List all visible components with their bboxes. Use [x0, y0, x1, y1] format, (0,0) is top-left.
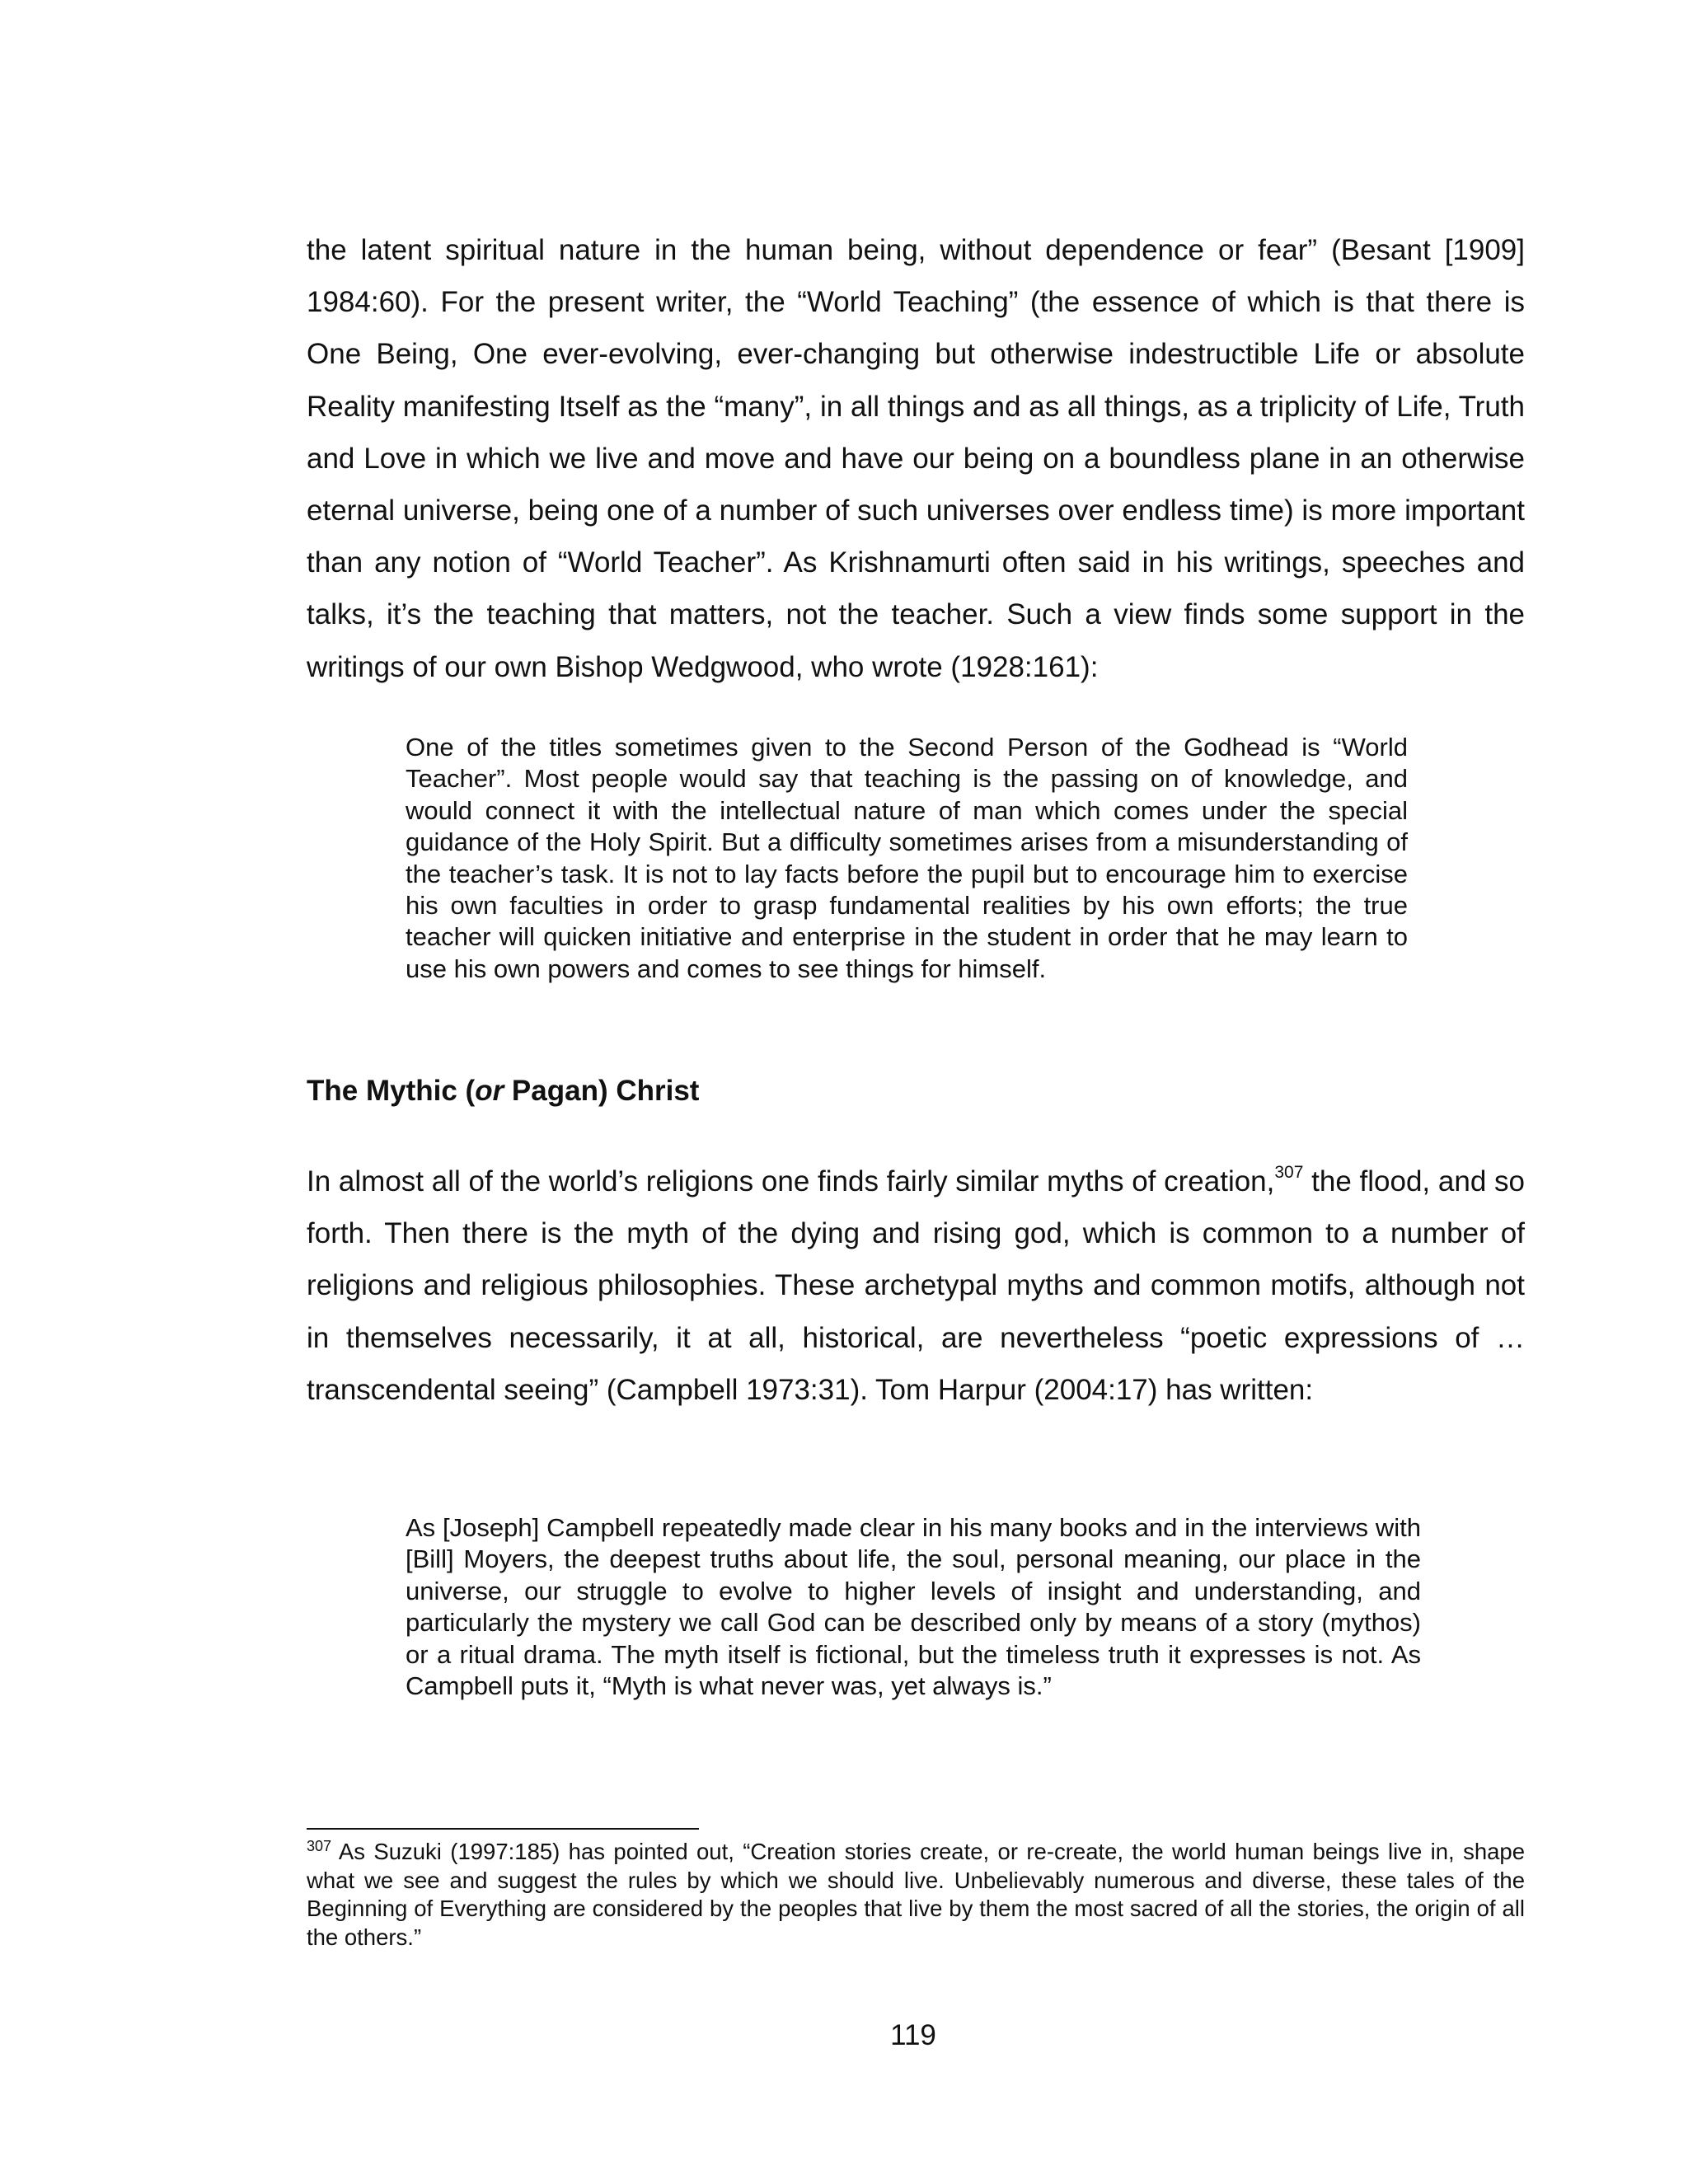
body-paragraph-2	[307, 1155, 1525, 1416]
footnote-number: 307	[307, 1837, 332, 1854]
footnote-divider	[307, 1828, 699, 1830]
body-paragraph-1: the latent spiritual nature in the human being, without dependence or fear” (Besant [1909] 1984:60). For the present writer, the “World Teaching” (the essence of which is that there is One Being, One ever-evolving, ever-changing but otherwise indestructible Life or absolute Reality manifesting Itself as the “many”, in all things and as all things, as a triplicity of Life, Truth and Love in which we live and move and have our being on a boundless plane in an otherwise eternal universe, being one of a number of such universes over endless time) is more important than any notion of “World Teacher”. As Krishnamurti often said in his writings, speeches and talks, it’s the teaching that matters, not the teacher. Such a view finds some support in the writings of our own Bishop Wedgwood, who wrote (1928:161):	[307, 234, 1525, 683]
body-paragraph-2-start: In almost all of the world’s religions one finds fairly similar myths of creation,	[307, 1165, 1275, 1197]
block-quote-wedgwood: One of the titles sometimes given to the Second Person of the Godhead is “World Teacher”. Most people would say that teaching is the passing on of knowledge, and would connect it with the intellectual nature of man which comes under the special guidance of the Holy Spirit. But a difficulty sometimes arises from a misunderstanding of the teacher’s task. It is not to lay facts before the pupil but to encourage him to exercise his own faculties in order to grasp fundamental realities by his own efforts; the true teacher will quicken initiative and enterprise in the student in order that he may learn to use his own powers and comes to see things for himself.	[406, 733, 1408, 983]
footnote	[307, 1838, 1525, 1952]
section-heading-italic: or	[475, 1075, 504, 1107]
section-heading-start: The Mythic (	[307, 1075, 476, 1107]
footnote-text: As Suzuki (1997:185) has pointed out, “Creation stories create, or re-create, the world human beings live in, shape what we see and suggest the rules by which we should live. Unbelievably numerous and diverse, these tales of the Beginning of Everything are considered by the peoples that live by them the most sacred of all the stories, the origin of all the others.”	[307, 1839, 1525, 1950]
footnote-reference[interactable]: 307	[1274, 1163, 1304, 1183]
block-quote-harpur: As [Joseph] Campbell repeatedly made clear in his many books and in the interviews with [Bill] Moyers, the deepest truths about life, the soul, personal meaning, our place in the universe, our struggle to evolve to higher levels of insight and understanding, and particularly the mystery we call God can be described only by means of a story (mythos) or a ritual drama. The myth itself is fictional, but the timeless truth it expresses is not. As Campbell puts it, “Myth is what never was, yet always is.”	[406, 1513, 1421, 1701]
section-heading	[307, 1073, 699, 1109]
body-paragraph-2-end: the flood, and so forth. Then there is the myth of the dying and rising god, which is common to a number of religions and religious philosophies. These archetypal myths and common motifs, although not in themselves necessarily, it at all, historical, are nevertheless “poetic expressions of … transcendental seeing” (Campbell 1973:31). Tom Harpur (2004:17) has written:	[307, 1165, 1525, 1406]
page-number: 119	[890, 2019, 936, 2051]
section-heading-end: Pagan) Christ	[504, 1075, 700, 1107]
